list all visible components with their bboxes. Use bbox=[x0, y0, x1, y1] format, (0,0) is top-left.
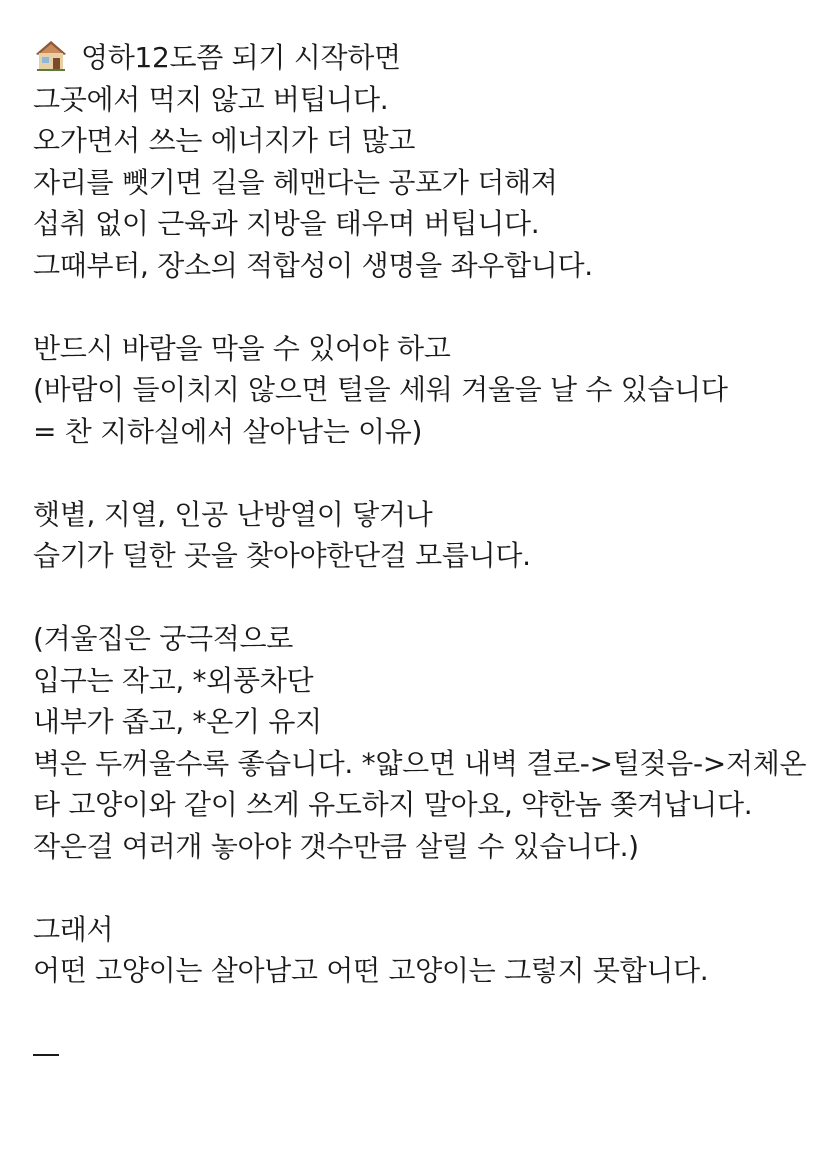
text-line-2: 그곳에서 먹지 않고 버팁니다. bbox=[33, 82, 389, 116]
text-line-9: (바람이 들이치지 않으면 털을 세워 겨울을 날 수 있습니다 bbox=[33, 373, 728, 406]
text-line-8: 반드시 바람을 막을 수 있어야 하고 bbox=[33, 331, 451, 365]
spacer bbox=[33, 452, 813, 494]
text-line-17: 내부가 좁고, *온기 유지 bbox=[33, 705, 322, 738]
spacer bbox=[33, 577, 813, 619]
spacer bbox=[33, 992, 813, 1034]
text-line-16: 입구는 작고, *외풍차단 bbox=[33, 663, 314, 697]
text-line-19: 타 고양이와 같이 쓰게 유도하지 말아요, 약한놈 쫒겨납니다. bbox=[33, 788, 753, 821]
house-icon bbox=[33, 37, 69, 73]
post-body bbox=[33, 37, 813, 1075]
text-line-23: 어떤 고양이는 살아남고 어떤 고양이는 그렇지 못합니다. bbox=[33, 954, 709, 987]
text-line-15: (겨울집은 궁극적으로 bbox=[33, 622, 293, 655]
text-line-18: 벽은 두꺼울수록 좋습니다. *얇으면 내벽 결로->털젖음->저체온 bbox=[33, 746, 807, 780]
text-line-6: 그때부터, 장소의 적합성이 생명을 좌우합니다. bbox=[33, 248, 593, 282]
text-line-20: 작은걸 여러개 놓아야 갯수만큼 살릴 수 있습니다.) bbox=[33, 829, 639, 863]
text-line-13: 습기가 덜한 곳을 찾아야한단걸 모릅니다. bbox=[33, 539, 531, 572]
spacer bbox=[33, 286, 813, 328]
text-line-22: 그래서 bbox=[33, 912, 114, 946]
text-line-5: 섭취 없이 근육과 지방을 태우며 버팁니다. bbox=[33, 207, 540, 240]
text-line-3: 오가면서 쓰는 에너지가 더 많고 bbox=[33, 124, 416, 157]
text-line-12: 햇볕, 지열, 인공 난방열이 닿거나 bbox=[33, 497, 433, 531]
text-line-1: 영하12도쯤 되기 시작하면 bbox=[33, 37, 813, 79]
text-line-4: 자리를 뺏기면 길을 헤맨다는 공포가 더해져 bbox=[33, 165, 558, 199]
spacer bbox=[33, 867, 813, 909]
text-line-10: = 찬 지하실에서 살아남는 이유) bbox=[33, 414, 423, 448]
em-dash bbox=[33, 1054, 59, 1056]
separator-line bbox=[33, 1033, 813, 1075]
